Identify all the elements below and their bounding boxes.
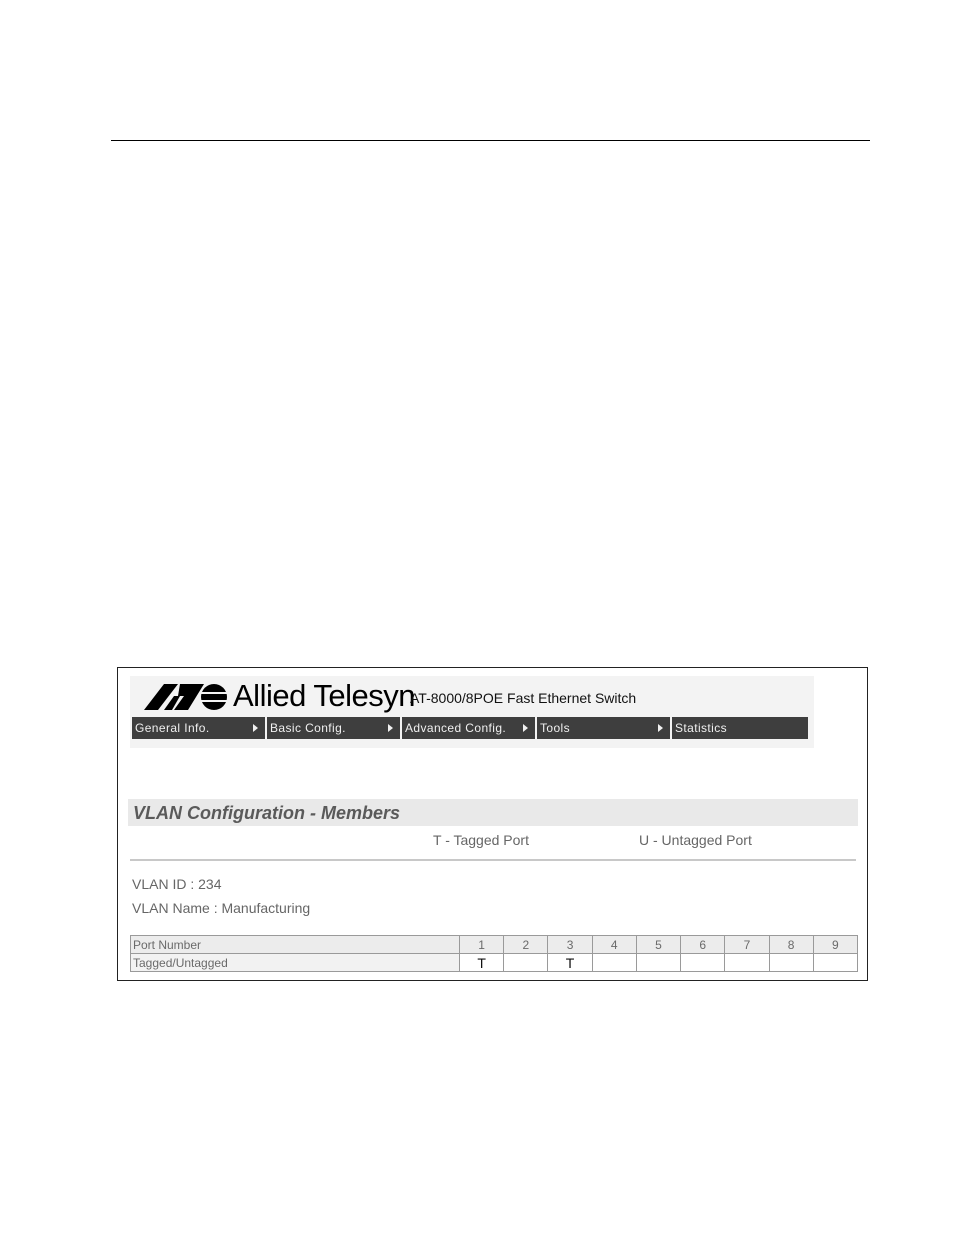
tagged-untagged-header: Tagged/Untagged (131, 954, 460, 972)
allied-telesyn-logo-icon (144, 682, 230, 712)
brand-name: Allied Telesyn (233, 678, 415, 713)
port-number-cell: 8 (769, 936, 813, 954)
port-number-cell: 7 (725, 936, 769, 954)
port-number-cell: 4 (592, 936, 636, 954)
nav-item-label: General Info. (135, 721, 210, 735)
submenu-arrow-icon (658, 724, 663, 732)
port-tag-cell[interactable]: T (460, 954, 504, 972)
nav-item-general-info[interactable] (132, 717, 265, 739)
port-number-cell: 6 (681, 936, 725, 954)
port-tag-cell[interactable] (725, 954, 769, 972)
submenu-arrow-icon (388, 724, 393, 732)
nav-item-tools[interactable] (537, 717, 670, 739)
nav-item-label: Advanced Config. (405, 721, 507, 735)
nav-item-label: Basic Config. (270, 721, 346, 735)
port-tag-cell[interactable] (592, 954, 636, 972)
port-tag-cell[interactable]: T (548, 954, 592, 972)
nav-item-advanced-config[interactable] (402, 717, 535, 739)
page-top-rule (111, 140, 870, 141)
nav-item-statistics[interactable] (672, 717, 808, 739)
page-title: VLAN Configuration - Members (133, 803, 401, 823)
port-tag-cell[interactable] (681, 954, 725, 972)
port-membership-table (130, 935, 858, 972)
legend-untagged-port: U - Untagged Port (639, 832, 752, 848)
product-name: AT-8000/8POE Fast Ethernet Switch (410, 690, 637, 706)
header-banner (130, 676, 814, 748)
switch-web-ui-screenshot (117, 667, 868, 981)
legend-tagged-port: T - Tagged Port (433, 832, 529, 848)
vlan-id-line: VLAN ID : 234 (132, 876, 222, 892)
nav-item-label: Tools (540, 721, 571, 735)
port-tag-cell[interactable] (636, 954, 680, 972)
port-number-cell: 1 (460, 936, 504, 954)
nav-item-basic-config[interactable] (267, 717, 400, 739)
vlan-name-line: VLAN Name : Manufacturing (132, 900, 311, 916)
port-tag-cell[interactable] (813, 954, 857, 972)
port-number-cell: 3 (548, 936, 592, 954)
page-title-bar (128, 799, 858, 826)
port-number-row (131, 936, 858, 954)
port-number-cell: 5 (636, 936, 680, 954)
section-divider (130, 859, 856, 861)
port-number-header: Port Number (131, 936, 460, 954)
port-tag-cell[interactable] (769, 954, 813, 972)
main-nav (132, 717, 808, 739)
submenu-arrow-icon (253, 724, 258, 732)
port-tag-cell[interactable] (504, 954, 548, 972)
nav-item-label: Statistics (675, 721, 728, 735)
tagged-untagged-row (131, 954, 858, 972)
port-number-cell: 9 (813, 936, 857, 954)
port-number-cell: 2 (504, 936, 548, 954)
submenu-arrow-icon (523, 724, 528, 732)
